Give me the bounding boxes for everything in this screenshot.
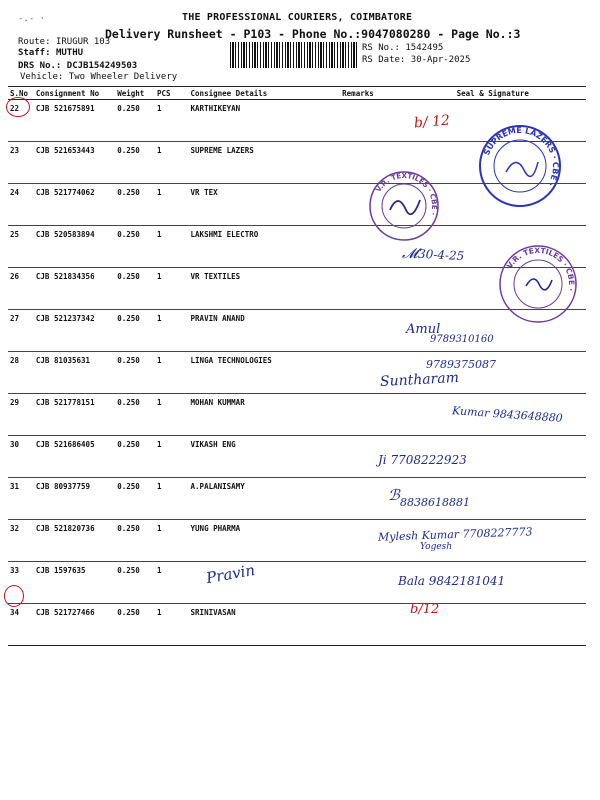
table-row — [8, 436, 586, 478]
col-remarks: Remarks — [340, 87, 399, 100]
cell-pcs: 1 — [155, 520, 189, 562]
cell-consignee: LINGA TECHNOLOGIES — [189, 352, 341, 394]
cell-weight: 0.250 — [115, 226, 155, 268]
cell-consignee: VR TEXTILES — [189, 268, 341, 310]
cell-consignment-no: CJB 521834356 — [34, 268, 115, 310]
cell-pcs: 1 — [155, 268, 189, 310]
drs-label: DRS No.: — [18, 61, 62, 71]
cell-sno: 29 — [8, 394, 34, 436]
cell-consignee: SUPREME LAZERS — [189, 142, 341, 184]
col-sno: S.No — [8, 87, 34, 100]
cell-sno: 28 — [8, 352, 34, 394]
cell-consignee: LAKSHMI ELECTRO — [189, 226, 341, 268]
cell-remarks — [340, 100, 399, 142]
cell-consignment-no: CJB 521237342 — [34, 310, 115, 352]
cell-sno: 33 — [8, 562, 34, 604]
rs-date-label: RS Date: — [362, 55, 406, 65]
svg-text:V.R. TEXTILES · CBE ·: V.R. TEXTILES · CBE · — [504, 245, 577, 292]
staff-label: Staff: — [18, 48, 51, 58]
cell-pcs: 1 — [155, 310, 189, 352]
svg-text:V.R. TEXTILES · CBE ·: V.R. TEXTILES · CBE · — [374, 171, 439, 217]
cell-sno: 31 — [8, 478, 34, 520]
col-pcs: PCS — [155, 87, 189, 100]
cell-consignment-no: CJB 521774062 — [34, 184, 115, 226]
cell-pcs: 1 — [155, 478, 189, 520]
drs-line — [18, 61, 137, 71]
cell-consignment-no: CJB 81035631 — [34, 352, 115, 394]
vehicle-line — [20, 72, 177, 82]
cell-weight: 0.250 — [115, 100, 155, 142]
staff-value: MUTHU — [55, 48, 84, 58]
cell-pcs: 1 — [155, 184, 189, 226]
cell-remarks — [340, 394, 399, 436]
red-circle-mark — [4, 585, 24, 607]
route-line — [18, 37, 110, 47]
handwritten-r32: Mylesh Kumar 7708227773 — [377, 525, 533, 544]
cell-pcs: 1 — [155, 226, 189, 268]
handwritten-r28-phone: 9789375087 — [426, 358, 496, 371]
cell-consignment-no: CJB 1597635 — [34, 562, 115, 604]
cell-pcs: 1 — [155, 142, 189, 184]
stamp-vr-textiles-2 — [498, 244, 578, 324]
cell-consignee: KARTHIKEYAN — [189, 100, 341, 142]
cell-consignment-no: CJB 521820736 — [34, 520, 115, 562]
stamp-supreme-lazers — [478, 124, 562, 208]
cell-sno: 25 — [8, 226, 34, 268]
cell-consignment-no: CJB 520583894 — [34, 226, 115, 268]
handwritten-r26-date: 30-4-25 — [417, 246, 465, 264]
cell-weight: 0.250 — [115, 562, 155, 604]
cell-sno: 32 — [8, 520, 34, 562]
cell-consignee: SRINIVASAN — [189, 604, 341, 646]
drs-value: DCJB154249503 — [66, 61, 138, 71]
rs-no-line — [362, 43, 443, 53]
cell-consignment-no: CJB 80937759 — [34, 478, 115, 520]
handwritten-r22: b/ 12 — [413, 112, 451, 132]
route-label: Route: — [18, 37, 51, 47]
cell-weight: 0.250 — [115, 142, 155, 184]
cell-consignee: VR TEX — [189, 184, 341, 226]
cell-pcs: 1 — [155, 604, 189, 646]
svg-text:SUPREME LAZERS · CBE ·: SUPREME LAZERS · CBE · — [482, 125, 561, 188]
rs-date-line — [362, 55, 470, 65]
cell-remarks — [340, 562, 399, 604]
handwritten-r31-signature: ℬ — [388, 486, 400, 504]
handwritten-r30: Ji 7708222923 — [378, 453, 467, 467]
handwritten-r27-phone: 9789310160 — [430, 334, 494, 345]
cell-sno: 22 — [8, 100, 34, 142]
cell-consignee: VIKASH ENG — [189, 436, 341, 478]
col-consignment-no: Consignment No — [34, 87, 115, 100]
handwritten-r34: Bala 9842181041 — [398, 574, 506, 588]
cell-pcs: 1 — [155, 352, 189, 394]
table-row — [8, 352, 586, 394]
cell-weight: 0.250 — [115, 604, 155, 646]
cell-consignee: PRAVIN ANAND — [189, 310, 341, 352]
red-circle-mark — [6, 97, 30, 117]
cell-weight: 0.250 — [115, 394, 155, 436]
cell-remarks — [340, 310, 399, 352]
cell-consignee: YUNG PHARMA — [189, 520, 341, 562]
header-smudge: -.- · — [18, 14, 46, 24]
cell-consignee: A.PALANISAMY — [189, 478, 341, 520]
cell-remarks — [340, 604, 399, 646]
cell-weight: 0.250 — [115, 352, 155, 394]
rs-no-label: RS No.: — [362, 43, 400, 53]
handwritten-r34-red: b/12 — [410, 602, 440, 617]
cell-sno: 23 — [8, 142, 34, 184]
cell-consignment-no: CJB 521653443 — [34, 142, 115, 184]
col-weight: Weight — [115, 87, 155, 100]
company-name: THE PROFESSIONAL COURIERS, COIMBATORE — [182, 12, 413, 23]
staff-line — [18, 48, 83, 58]
stamp-vr-textiles — [368, 170, 440, 242]
cell-pcs: 1 — [155, 436, 189, 478]
table-row — [8, 604, 586, 646]
cell-remarks — [340, 268, 399, 310]
cell-sno: 27 — [8, 310, 34, 352]
handwritten-r33-signature: Pravin — [204, 560, 257, 588]
cell-consignment-no: CJB 521727466 — [34, 604, 115, 646]
cell-pcs: 1 — [155, 394, 189, 436]
cell-weight: 0.250 — [115, 184, 155, 226]
cell-sno: 26 — [8, 268, 34, 310]
handwritten-r32-name: Yogesh — [420, 542, 453, 552]
handwritten-r28-signature: Suntharam — [379, 369, 460, 391]
cell-pcs: 1 — [155, 562, 189, 604]
cell-weight: 0.250 — [115, 268, 155, 310]
col-seal-signature: Seal & Signature — [400, 87, 586, 100]
handwritten-r29: Kumar 9843648880 — [451, 404, 564, 425]
cell-weight: 0.250 — [115, 478, 155, 520]
rs-no-value: 1542495 — [405, 43, 444, 53]
rs-date-value: 30-Apr-2025 — [410, 55, 471, 65]
cell-sno: 34 — [8, 604, 34, 646]
cell-sno: 24 — [8, 184, 34, 226]
barcode-image — [230, 42, 358, 68]
handwritten-r26-signature: 𝓜 — [402, 246, 418, 262]
cell-consignment-no: CJB 521686405 — [34, 436, 115, 478]
cell-consignment-no: CJB 521778151 — [34, 394, 115, 436]
table-header-row — [8, 87, 586, 100]
table-row — [8, 478, 586, 520]
cell-weight: 0.250 — [115, 520, 155, 562]
cell-sno: 30 — [8, 436, 34, 478]
route-value: IRUGUR 103 — [55, 37, 111, 47]
cell-weight: 0.250 — [115, 436, 155, 478]
handwritten-r31: 8838618881 — [400, 496, 470, 509]
vehicle-label: Vehicle: — [20, 72, 64, 82]
cell-consignee: MOHAN KUMMAR — [189, 394, 341, 436]
cell-consignment-no: CJB 521675891 — [34, 100, 115, 142]
col-consignee: Consignee Details — [189, 87, 341, 100]
vehicle-value: Two Wheeler Delivery — [68, 72, 178, 82]
handwritten-r27-name: Amul — [406, 322, 441, 337]
cell-pcs: 1 — [155, 100, 189, 142]
cell-weight: 0.250 — [115, 310, 155, 352]
runsheet-title: Delivery Runsheet - P103 - Phone No.:9047080280 - Page No.:3 — [105, 27, 521, 41]
